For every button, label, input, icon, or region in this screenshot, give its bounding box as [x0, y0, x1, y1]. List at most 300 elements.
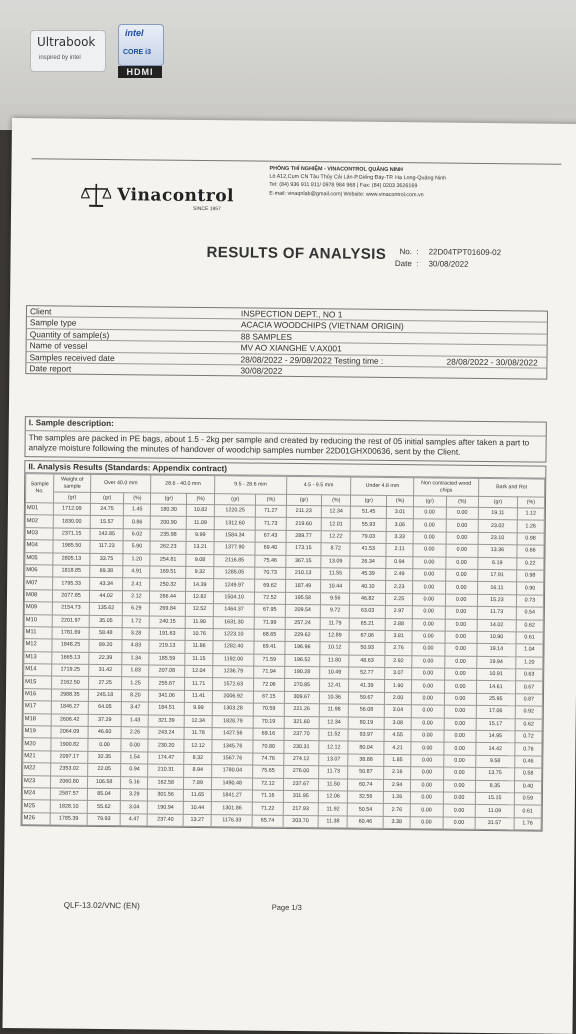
- sample-id-cell: M06: [25, 565, 53, 578]
- table-cell: 254.81: [150, 554, 186, 567]
- table-cell: 1.54: [121, 751, 148, 764]
- table-cell: 1345.76: [212, 740, 253, 753]
- table-cell: 0.00: [444, 656, 477, 669]
- table-cell: 67.06: [349, 630, 385, 643]
- table-cell: 1841.27: [212, 790, 253, 803]
- table-cell: 0.00: [411, 742, 444, 755]
- report-no-value: 22D04TPT01609-02: [429, 246, 502, 259]
- table-cell: 0.00: [443, 767, 476, 780]
- description-heading: I. Sample description:: [26, 417, 546, 436]
- table-cell: 2097.17: [51, 751, 88, 764]
- unit-header-cell: (gr): [90, 492, 124, 503]
- table-cell: 1818.85: [53, 565, 90, 578]
- table-cell: 71.16: [253, 790, 283, 803]
- table-cell: 23.10: [478, 532, 517, 545]
- table-cell: 10.36: [320, 692, 349, 705]
- table-cell: 0.22: [517, 557, 544, 570]
- table-cell: 0.00: [413, 544, 446, 557]
- table-cell: 11.80: [320, 654, 349, 667]
- table-cell: 9.72: [320, 605, 349, 618]
- sample-id-cell: M20: [23, 738, 51, 751]
- table-cell: 1249.97: [214, 579, 255, 592]
- table-cell: 11.52: [319, 729, 348, 742]
- table-cell: 69.16: [253, 728, 283, 741]
- table-cell: 1.43: [122, 714, 149, 727]
- table-cell: 33.75: [90, 553, 124, 566]
- table-cell: 0.00: [412, 668, 445, 681]
- table-cell: 0.00: [413, 581, 446, 594]
- table-cell: 13.75: [476, 768, 515, 781]
- table-cell: 67.95: [255, 604, 285, 617]
- table-cell: 9.99: [186, 529, 214, 542]
- table-cell: 173.15: [285, 543, 321, 556]
- table-cell: 5.16: [121, 776, 148, 789]
- table-cell: 2.11: [386, 544, 413, 557]
- sample-id-cell: M21: [23, 750, 51, 763]
- table-cell: 0.00: [412, 593, 445, 606]
- table-cell: 32.56: [348, 791, 384, 804]
- table-cell: 12.12: [184, 740, 212, 753]
- table-cell: 8.94: [184, 765, 212, 778]
- unit-header-cell: (gr): [478, 496, 517, 507]
- client-info-table: [25, 305, 548, 380]
- table-cell: 270.85: [284, 679, 320, 692]
- table-cell: 1567.76: [212, 752, 253, 765]
- table-cell: 60.74: [348, 779, 384, 792]
- table-cell: 2154.73: [52, 602, 89, 615]
- table-cell: 55.62: [87, 801, 121, 814]
- table-cell: 1.45: [124, 504, 151, 517]
- table-cell: 12.34: [319, 716, 348, 729]
- table-cell: 10.44: [321, 580, 350, 593]
- table-cell: 22.39: [89, 652, 123, 665]
- table-cell: 3.33: [386, 531, 413, 544]
- table-cell: 2606.42: [51, 714, 88, 727]
- table-cell: 169.51: [150, 566, 186, 579]
- sample-id-cell: M13: [24, 651, 52, 664]
- table-cell: 0.00: [443, 730, 476, 743]
- table-cell: 0.00: [445, 631, 478, 644]
- table-cell: 80.19: [349, 717, 385, 730]
- table-cell: 69.40: [255, 542, 285, 555]
- table-cell: 0.00: [443, 780, 476, 793]
- table-cell: 3.81: [385, 630, 412, 643]
- table-cell: 15.15: [475, 792, 514, 805]
- table-cell: 3.47: [122, 702, 149, 715]
- table-cell: 1.20: [516, 656, 543, 669]
- table-cell: 106.58: [87, 776, 121, 789]
- table-cell: 174.47: [148, 752, 184, 765]
- client-field-value: 88 SAMPLES: [241, 331, 292, 342]
- table-cell: 43.34: [89, 578, 123, 591]
- table-cell: 0.00: [413, 532, 446, 545]
- table-cell: 1464.37: [213, 604, 254, 617]
- table-cell: 219.13: [149, 640, 185, 653]
- table-cell: 2060.80: [51, 776, 88, 789]
- table-cell: 0.61: [516, 632, 543, 645]
- table-cell: 12.52: [185, 603, 213, 616]
- table-cell: 0.00: [443, 792, 476, 805]
- table-cell: 11.86: [185, 641, 213, 654]
- table-cell: 1785.39: [50, 813, 87, 826]
- table-cell: 35.05: [89, 615, 123, 628]
- logo-since: SINCE 1957: [193, 206, 221, 212]
- sample-id-cell: M19: [23, 726, 51, 739]
- table-cell: 196.52: [284, 654, 320, 667]
- table-cell: 10.49: [320, 667, 349, 680]
- sample-id-cell: M02: [25, 515, 53, 528]
- table-cell: 0.73: [516, 595, 543, 608]
- table-cell: 0.94: [386, 556, 413, 569]
- group-header-cell: Over 40.0 mm: [90, 474, 151, 493]
- form-code: QLF-13.02/VNC (EN): [64, 901, 140, 911]
- table-cell: 11.79: [320, 617, 349, 630]
- table-cell: 72.52: [255, 592, 285, 605]
- results-table: [22, 473, 546, 831]
- lab-phone: Tel: (84) 936 911 811/ 0978 984 968 | Fax: (84) 0203 3626169: [269, 181, 559, 192]
- table-cell: 19.14: [477, 644, 516, 657]
- group-header-cell: Weight of sample: [54, 474, 91, 492]
- ultrabook-label: Ultrabook: [37, 35, 95, 49]
- table-cell: 72.12: [253, 778, 283, 791]
- table-cell: 12.89: [320, 630, 349, 643]
- table-cell: 13.21: [186, 542, 214, 555]
- table-cell: 74.76: [253, 753, 283, 766]
- table-cell: 11.15: [185, 653, 213, 666]
- table-cell: 245.18: [88, 689, 122, 702]
- table-cell: 1.26: [517, 520, 544, 533]
- table-cell: 1712.09: [53, 503, 90, 516]
- table-cell: 14.39: [186, 579, 214, 592]
- results-heading: II. Analysis Results (Standards: Appendix contract): [25, 461, 545, 478]
- table-cell: 0.00: [411, 779, 444, 792]
- table-cell: 48.63: [349, 655, 385, 668]
- table-cell: 4.91: [123, 566, 150, 579]
- inspired-label: inspired by intel: [39, 55, 81, 61]
- table-cell: 0.98: [517, 533, 544, 546]
- table-cell: 69.41: [254, 641, 284, 654]
- table-cell: 269.84: [150, 603, 186, 616]
- table-cell: 301.56: [148, 789, 184, 802]
- table-cell: 46.82: [350, 593, 386, 606]
- table-cell: 237.40: [147, 814, 183, 827]
- table-cell: 0.00: [410, 816, 443, 829]
- table-cell: 40.10: [350, 580, 386, 593]
- table-cell: 1.25: [122, 677, 149, 690]
- table-cell: 0.00: [443, 804, 476, 817]
- table-cell: 1427.56: [212, 728, 253, 741]
- table-cell: 2.88: [385, 618, 412, 631]
- report-date-value: 30/08/2022: [428, 258, 468, 270]
- table-cell: 2064.09: [51, 726, 88, 739]
- table-cell: 2077.85: [53, 590, 90, 603]
- table-cell: 89.38: [90, 565, 124, 578]
- table-cell: 321.39: [149, 715, 185, 728]
- table-cell: 10.91: [477, 668, 516, 681]
- table-cell: 75.46: [255, 555, 285, 568]
- lab-info: [269, 165, 559, 201]
- table-cell: 44.02: [89, 590, 123, 603]
- table-cell: 367.15: [285, 555, 321, 568]
- table-cell: 70.19: [253, 716, 283, 729]
- table-cell: 0.00: [412, 631, 445, 644]
- table-cell: 0.00: [411, 693, 444, 706]
- table-cell: 10.90: [477, 631, 516, 644]
- sample-id-cell: M15: [24, 676, 52, 689]
- table-cell: 2.49: [386, 568, 413, 581]
- table-cell: 1.85: [384, 754, 411, 767]
- table-cell: 230.31: [283, 741, 319, 754]
- table-cell: 0.76: [515, 743, 542, 756]
- table-cell: 8.72: [321, 543, 350, 556]
- table-cell: 70.80: [253, 740, 283, 753]
- table-cell: 31.42: [89, 664, 123, 677]
- table-cell: 12.04: [185, 665, 213, 678]
- table-cell: 0.00: [413, 569, 446, 582]
- table-cell: 200.90: [151, 516, 187, 529]
- unit-header-cell: (gr): [351, 495, 387, 506]
- sample-id-cell: M01: [25, 503, 53, 516]
- table-cell: 1828.10: [50, 800, 87, 813]
- table-cell: 0.00: [411, 717, 444, 730]
- table-cell: 221.26: [284, 704, 320, 717]
- table-cell: 80.04: [348, 741, 384, 754]
- table-cell: 262.23: [150, 541, 186, 554]
- table-cell: 19.94: [477, 656, 516, 669]
- table-cell: 15.23: [477, 594, 516, 607]
- table-cell: 207.08: [149, 665, 185, 678]
- hdmi-sticker: HDMI: [118, 66, 162, 78]
- table-cell: 191.63: [149, 628, 185, 641]
- table-cell: 276.00: [283, 766, 319, 779]
- table-cell: 211.23: [286, 505, 322, 518]
- table-cell: 1223.10: [213, 629, 254, 642]
- client-field-value: ACACIA WOODCHIPS (VIETNAM ORIGIN): [241, 320, 404, 332]
- table-cell: 16.11: [477, 582, 516, 595]
- table-cell: 0.00: [411, 730, 444, 743]
- table-cell: 0.00: [88, 739, 122, 752]
- table-cell: 0.46: [515, 756, 542, 769]
- table-cell: 0.00: [411, 705, 444, 718]
- testing-time-value: 28/08/2022 - 30/08/2022: [446, 356, 537, 367]
- table-cell: 8.20: [122, 690, 149, 703]
- table-cell: 32.35: [88, 751, 122, 764]
- table-cell: 50.54: [348, 803, 384, 816]
- group-header-cell: Bark and Rot: [478, 478, 544, 497]
- sample-id-cell: M26: [22, 812, 50, 825]
- sample-id-cell: M17: [23, 701, 51, 714]
- table-cell: 135.62: [89, 602, 123, 615]
- table-cell: 68.65: [254, 629, 284, 642]
- table-cell: 2006.92: [213, 690, 254, 703]
- table-cell: 70.59: [254, 703, 284, 716]
- table-cell: 1572.63: [213, 678, 254, 691]
- table-cell: 71.73: [255, 517, 285, 530]
- table-cell: 0.00: [412, 606, 445, 619]
- table-cell: 162.58: [148, 777, 184, 790]
- table-cell: 79.03: [350, 531, 386, 544]
- table-cell: 2353.02: [51, 763, 88, 776]
- table-cell: 26.34: [350, 556, 386, 569]
- table-cell: 1282.40: [213, 641, 254, 654]
- table-cell: 56.08: [349, 704, 385, 717]
- table-cell: 0.00: [445, 619, 478, 632]
- sample-id-cell: M04: [25, 540, 53, 553]
- group-header-cell: Non contracted wood chips: [414, 478, 479, 497]
- table-cell: 13.36: [478, 545, 517, 558]
- table-cell: 11.38: [318, 816, 347, 829]
- table-cell: 0.58: [514, 768, 541, 781]
- table-cell: 13.27: [183, 814, 211, 827]
- table-cell: 12.06: [319, 791, 348, 804]
- group-header-cell: 9.5 - 28.6 mm: [215, 476, 287, 495]
- table-cell: 67.15: [254, 691, 284, 704]
- table-cell: 67.43: [255, 530, 285, 543]
- table-cell: 0.72: [515, 731, 542, 744]
- sample-id-cell: M08: [24, 589, 52, 602]
- table-cell: 1781.69: [52, 627, 89, 640]
- table-cell: 10.12: [320, 642, 349, 655]
- table-cell: 12.82: [185, 591, 213, 604]
- logo-name: Vinacontrol: [117, 185, 234, 206]
- table-cell: 2.94: [384, 779, 411, 792]
- table-cell: 71.59: [254, 654, 284, 667]
- table-cell: 341.06: [149, 690, 185, 703]
- table-cell: 1236.79: [213, 666, 254, 679]
- table-cell: 12.01: [321, 518, 350, 531]
- document-page: [2, 118, 576, 1034]
- table-cell: 8.35: [475, 780, 514, 793]
- table-cell: 60.46: [347, 816, 383, 829]
- table-cell: 1780.04: [212, 765, 253, 778]
- table-cell: 311.95: [283, 790, 319, 803]
- table-cell: 11.65: [183, 789, 211, 802]
- table-cell: 10.44: [183, 802, 211, 815]
- table-cell: 184.51: [149, 702, 185, 715]
- table-cell: 1176.33: [211, 814, 252, 827]
- sample-id-cell: M09: [24, 602, 52, 615]
- table-cell: 0.62: [515, 718, 542, 731]
- table-cell: 19.11: [478, 507, 517, 520]
- table-cell: 10.82: [186, 504, 214, 517]
- table-cell: 11.09: [186, 517, 214, 530]
- sample-id-cell: M14: [24, 664, 52, 677]
- table-cell: 210.31: [148, 764, 184, 777]
- unit-header-cell: (gr): [414, 496, 447, 507]
- table-cell: 2.12: [123, 590, 150, 603]
- table-cell: 27.25: [88, 677, 122, 690]
- table-cell: 235.98: [150, 529, 186, 542]
- table-cell: 50.93: [349, 642, 385, 655]
- unit-header-cell: (%): [124, 493, 151, 504]
- table-cell: 0.00: [444, 693, 477, 706]
- table-cell: 2.23: [386, 581, 413, 594]
- table-cell: 11.41: [184, 690, 212, 703]
- table-cell: 11.55: [321, 568, 350, 581]
- sample-id-cell: M07: [25, 577, 53, 590]
- table-cell: 1504.10: [214, 591, 255, 604]
- unit-header-cell: (%): [256, 494, 286, 505]
- lab-name: PHÒNG THÍ NGHIỆM - VINACONTROL QUẢNG NINH: [269, 165, 559, 176]
- table-cell: 0.00: [412, 680, 445, 693]
- table-cell: 75.65: [253, 765, 283, 778]
- table-cell: 3.06: [386, 519, 413, 532]
- lab-email: E-mail: vinaqnlab@gmail.com| Website: www.vinacontrol.com.vn: [269, 189, 559, 200]
- table-cell: 24.75: [90, 503, 124, 516]
- table-cell: 0.00: [445, 581, 478, 594]
- table-cell: 17.06: [476, 706, 515, 719]
- table-cell: 0.94: [121, 764, 148, 777]
- table-cell: 79.93: [87, 813, 121, 826]
- table-cell: 17.91: [478, 569, 517, 582]
- table-cell: 2162.50: [52, 676, 89, 689]
- document-title: RESULTS OF ANALYSIS: [207, 244, 387, 263]
- table-cell: 3.38: [383, 816, 410, 829]
- table-cell: 257.24: [285, 617, 321, 630]
- table-cell: 25.95: [476, 693, 515, 706]
- table-cell: 0.61: [514, 805, 541, 818]
- table-cell: 3.08: [384, 717, 411, 730]
- client-field-value: MV AO XIANGHE V.AX001: [241, 343, 342, 354]
- table-cell: 6.29: [123, 603, 150, 616]
- table-cell: 2587.57: [50, 788, 87, 801]
- sample-id-cell: M11: [24, 627, 52, 640]
- table-cell: 46.60: [88, 726, 122, 739]
- table-cell: 85.04: [87, 788, 121, 801]
- table-cell: 31.57: [475, 817, 514, 830]
- table-cell: 14.61: [476, 681, 515, 694]
- table-cell: 15.17: [476, 718, 515, 731]
- table-cell: 250.32: [150, 578, 186, 591]
- unit-header-cell: (gr): [54, 492, 91, 503]
- table-cell: 1312.60: [214, 517, 255, 530]
- sample-description: [24, 416, 546, 462]
- table-cell: 1220.25: [215, 505, 256, 518]
- table-cell: 23.02: [478, 520, 517, 533]
- client-field-label: Samples received date: [29, 352, 209, 364]
- table-cell: 4.83: [122, 640, 149, 653]
- table-cell: 65.21: [350, 618, 386, 631]
- table-cell: 1631.30: [213, 616, 254, 629]
- table-cell: 0.00: [413, 556, 446, 569]
- table-cell: 1490.48: [212, 777, 253, 790]
- table-cell: 11.90: [185, 616, 213, 629]
- table-cell: 0.00: [446, 519, 479, 532]
- table-cell: 3.04: [121, 801, 148, 814]
- table-cell: 2.25: [385, 593, 412, 606]
- table-cell: 52.77: [349, 667, 385, 680]
- table-cell: 1.26: [383, 791, 410, 804]
- table-cell: 1301.86: [211, 802, 252, 815]
- table-cell: 9.08: [186, 554, 214, 567]
- table-cell: 9.58: [476, 755, 515, 768]
- table-cell: 65.74: [252, 815, 282, 828]
- table-cell: 5.90: [123, 541, 150, 554]
- table-cell: 0.00: [411, 755, 444, 768]
- client-field-value: 30/08/2022: [240, 365, 282, 376]
- table-cell: 6.19: [478, 557, 517, 570]
- table-cell: 0.00: [410, 804, 443, 817]
- table-cell: 2.97: [385, 606, 412, 619]
- table-cell: 217.93: [283, 803, 319, 816]
- scale-icon: [81, 181, 111, 209]
- table-cell: 3.07: [385, 668, 412, 681]
- table-cell: 0.00: [445, 544, 478, 557]
- table-cell: 1.20: [123, 553, 150, 566]
- table-cell: 0.00: [445, 557, 478, 570]
- sample-id-cell: M16: [23, 689, 51, 702]
- table-cell: 9.32: [186, 566, 214, 579]
